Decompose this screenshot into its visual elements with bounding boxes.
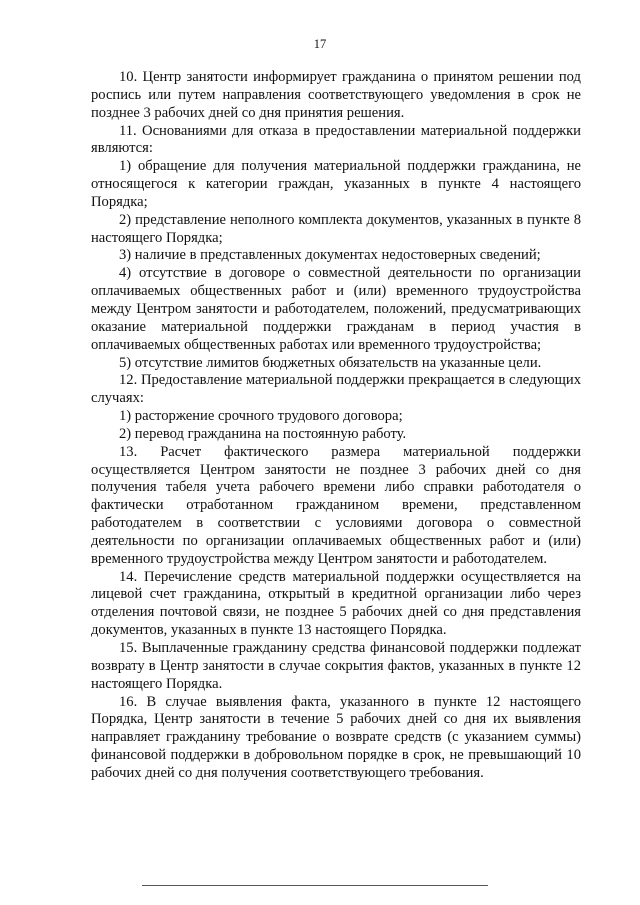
paragraph-12-item-2: 2) перевод гражданина на постоянную работу. xyxy=(119,425,407,442)
paragraph-11-item-5: 5) отсутствие лимитов бюджетных обязательств на указанные цели. xyxy=(119,354,542,371)
paragraph-11-item-3: 3) наличие в представленных документах недостоверных сведений; xyxy=(119,247,541,264)
paragraph-11: 11. Основаниями для отказа в предоставлении материальной поддержки являются: xyxy=(91,122,581,157)
paragraph-15: 15. Выплаченные гражданину средства финансовой поддержки подлежат возврату в Центр занятости в случае сокрытия фактов, указанных в пункте 12 настоящего Порядка. xyxy=(91,640,581,692)
paragraph-13: 13. Расчет фактического размера материальной поддержки осуществляется Центром занятости не позднее 3 рабочих дней со дня получения табеля учета рабочего времени либо справки работодателя о фактически отработанном гражданином времени, представленном работодателем в соответствии с условиями договора о совместной деятельности по организации оплачиваемых общественных работ и (или) временного трудоустройства между Центром занятости и работодателем. xyxy=(91,443,581,567)
page-number: 17 xyxy=(313,37,327,51)
document-body xyxy=(91,69,581,783)
paragraph-11-item-4: 4) отсутствие в договоре о совместной деятельности по организации оплачиваемых общественных работ и (или) временного трудоустройства между Центром занятости и работодателем, положений, предусматривающих оказание материальной поддержки гражданам в период участия в оплачиваемых общественных работах или временного трудоустройства; xyxy=(91,265,581,353)
paragraph-12-item-1: 1) расторжение срочного трудового договора; xyxy=(119,408,403,425)
paragraph-16: 16. В случае выявления факта, указанного в пункте 12 настоящего Порядка, Центр занятости в течение 5 рабочих дней со дня их выявления направляет гражданину требование о возврате средств (с указанием суммы) финансовой поддержки в добровольном порядке в срок, не превышающий 10 рабочих дней со дня получения соответствующего требования. xyxy=(91,693,581,781)
paragraph-12: 12. Предоставление материальной поддержки прекращается в следующих случаях: xyxy=(91,372,581,407)
bottom-divider xyxy=(142,885,488,886)
paragraph-14: 14. Перечисление средств материальной поддержки осуществляется на лицевой счет гражданина, открытый в кредитной организации либо через отделения почтовой связи, не позднее 5 рабочих дней со дня представления документов, указанных в пункте 13 настоящего Порядка. xyxy=(91,568,581,639)
paragraph-10: 10. Центр занятости информирует гражданина о принятом решении под роспись или путем направления соответствующего уведомления в срок не позднее 3 рабочих дней со дня принятия решения. xyxy=(91,69,581,121)
paragraph-11-item-1: 1) обращение для получения материальной поддержки гражданина, не относящегося к категории граждан, указанных в пункте 4 настоящего Порядка; xyxy=(91,158,581,210)
paragraph-11-item-2: 2) представление неполного комплекта документов, указанных в пункте 8 настоящего Порядка; xyxy=(91,211,581,246)
